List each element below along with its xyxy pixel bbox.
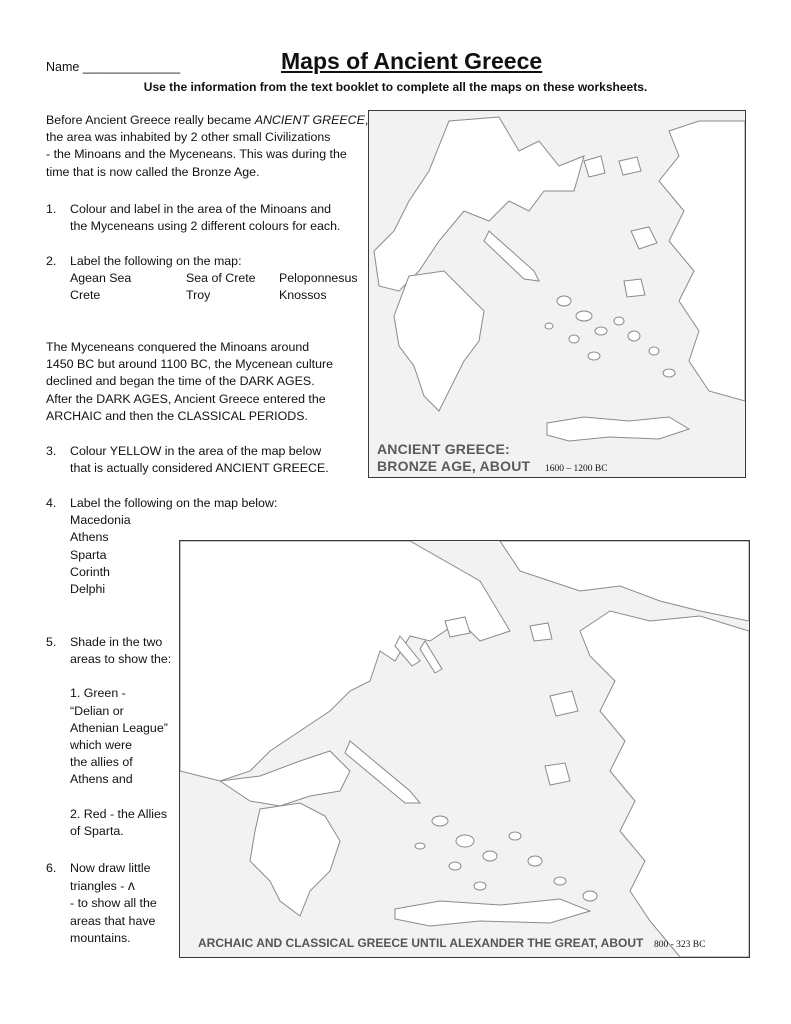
peloponnese-landmass — [250, 803, 340, 916]
island — [583, 891, 597, 901]
task-6 — [46, 860, 178, 950]
asia-minor-landmass — [659, 121, 745, 401]
green-line2: “Delian or — [70, 703, 124, 718]
island — [619, 157, 641, 175]
island — [595, 327, 607, 335]
island — [445, 617, 470, 637]
intro-line3: - the Minoans and the Myceneans. This was during the — [46, 147, 347, 162]
island — [474, 882, 486, 890]
label-troy: Troy — [186, 288, 211, 302]
task-3 — [46, 443, 366, 479]
bronze-age-dates: 1600 – 1200 BC — [545, 464, 608, 474]
task-6-number: 6. — [46, 861, 57, 875]
task-1-number: 1. — [46, 202, 57, 216]
history-line3: declined and began the time of the DARK AGES. — [46, 374, 315, 389]
label-peloponnesus: Peloponnesus — [279, 271, 358, 285]
island — [550, 691, 578, 716]
thrace-landmass — [500, 541, 749, 621]
place-athens: Athens — [70, 530, 109, 545]
red-line2: of Sparta. — [70, 823, 124, 838]
task-1 — [46, 201, 366, 237]
task-2 — [46, 253, 366, 309]
place-sparta: Sparta — [70, 547, 107, 562]
island — [415, 843, 425, 849]
label-crete: Crete — [70, 288, 101, 302]
classical-greece-map[interactable] — [179, 540, 750, 958]
green-line3: Athenian League” — [70, 720, 168, 735]
bronze-age-map-drawing — [369, 111, 745, 477]
island — [631, 227, 657, 249]
task-2-number: 2. — [46, 254, 57, 268]
classical-map-caption: ARCHAIC AND CLASSICAL GREECE UNTIL ALEXANDER THE GREAT, ABOUT — [198, 936, 644, 950]
task-3-number: 3. — [46, 444, 57, 458]
triangle-symbol-icon: ʌ — [127, 877, 135, 894]
classical-map-drawing — [180, 541, 749, 957]
name-field[interactable]: Name ______________ — [46, 60, 181, 74]
bronze-age-caption-line1: ANCIENT GREECE: — [377, 441, 510, 457]
task-5 — [46, 634, 178, 844]
island — [545, 763, 570, 785]
task-5-line2: areas to show the: — [70, 652, 172, 667]
island — [530, 623, 552, 641]
island — [545, 323, 553, 329]
label-knossos: Knossos — [279, 288, 327, 302]
intro-line1-text: Before Ancient Greece really became — [46, 113, 255, 127]
history-line1: The Myceneans conquered the Minoans around — [46, 340, 310, 354]
task-6-line3: - to show all the — [70, 896, 157, 911]
green-line4: which were — [70, 738, 132, 753]
bronze-age-map[interactable] — [368, 110, 746, 478]
island — [588, 352, 600, 360]
task-5-line1: Shade in the two — [70, 635, 163, 649]
intro-line2: the area was inhabited by 2 other small Civilizations — [46, 130, 331, 145]
crete-island — [547, 417, 689, 441]
island — [576, 311, 592, 321]
island — [614, 317, 624, 325]
intro-paragraph — [46, 112, 376, 181]
island — [456, 835, 474, 847]
red-line1: 2. Red - the Allies — [70, 806, 168, 821]
island — [628, 331, 640, 341]
task-6-line1: Now draw little — [70, 861, 151, 875]
page-subtitle: Use the information from the text booklet to complete all the maps on these worksheets. — [143, 80, 648, 94]
place-corinth: Corinth — [70, 564, 110, 579]
northern-greece-landmass — [374, 117, 584, 291]
classical-map-dates: 800 - 323 BC — [654, 940, 706, 950]
bronze-age-caption-line2: BRONZE AGE, ABOUT — [377, 458, 531, 474]
island — [663, 369, 675, 377]
task-6-line5: mountains. — [70, 930, 131, 945]
green-line6: Athens and — [70, 772, 133, 787]
island — [569, 335, 579, 343]
history-line5: ARCHAIC and then the CLASSICAL PERIODS. — [46, 408, 308, 423]
green-line5: the allies of — [70, 755, 133, 770]
task-1-line1: Colour and label in the area of the Minoans and — [70, 202, 332, 216]
place-delphi: Delphi — [70, 582, 106, 597]
task-3-line1: Colour YELLOW in the area of the map below — [70, 444, 322, 458]
page-title: Maps of Ancient Greece — [281, 48, 543, 74]
asia-minor-landmass — [580, 611, 749, 957]
intro-emphasis: ANCIENT GREECE — [254, 113, 365, 127]
task-3-line2: that is actually considered ANCIENT GREECE. — [70, 461, 329, 476]
task-6-line4: areas that have — [70, 913, 156, 928]
history-line4: After the DARK AGES, Ancient Greece entered the — [46, 391, 326, 406]
task-6-line2: triangles - — [70, 879, 125, 894]
island — [557, 296, 571, 306]
island — [649, 347, 659, 355]
label-agean-sea: Agean Sea — [70, 271, 132, 285]
island — [509, 832, 521, 840]
crete-island — [395, 899, 590, 926]
euboea-island — [345, 741, 420, 803]
euboea-island — [484, 231, 539, 281]
island — [554, 877, 566, 885]
peloponnese-landmass — [394, 271, 484, 411]
history-line2: 1450 BC but around 1100 BC, the Mycenean culture — [46, 357, 334, 372]
task-1-line2: the Myceneans using 2 different colours for each. — [70, 219, 341, 234]
chalcidice-peninsula — [420, 641, 442, 673]
intro-line1-end: , — [364, 113, 369, 127]
island — [584, 156, 605, 177]
intro-line4: time that is now called the Bronze Age. — [46, 164, 260, 179]
task-2-instruction: Label the following on the map: — [70, 254, 242, 268]
task-4-number: 4. — [46, 496, 57, 510]
task-4-instruction: Label the following on the map below: — [70, 496, 278, 510]
green-line1: 1. Green - — [70, 686, 126, 701]
history-paragraph — [46, 339, 376, 425]
island — [483, 851, 497, 861]
island — [449, 862, 461, 870]
label-sea-of-crete: Sea of Crete — [186, 271, 256, 285]
island — [528, 856, 542, 866]
island — [432, 816, 448, 826]
task-5-number: 5. — [46, 635, 57, 649]
northern-greece-landmass — [180, 541, 510, 781]
place-macedonia: Macedonia — [70, 513, 131, 528]
island — [624, 279, 645, 297]
